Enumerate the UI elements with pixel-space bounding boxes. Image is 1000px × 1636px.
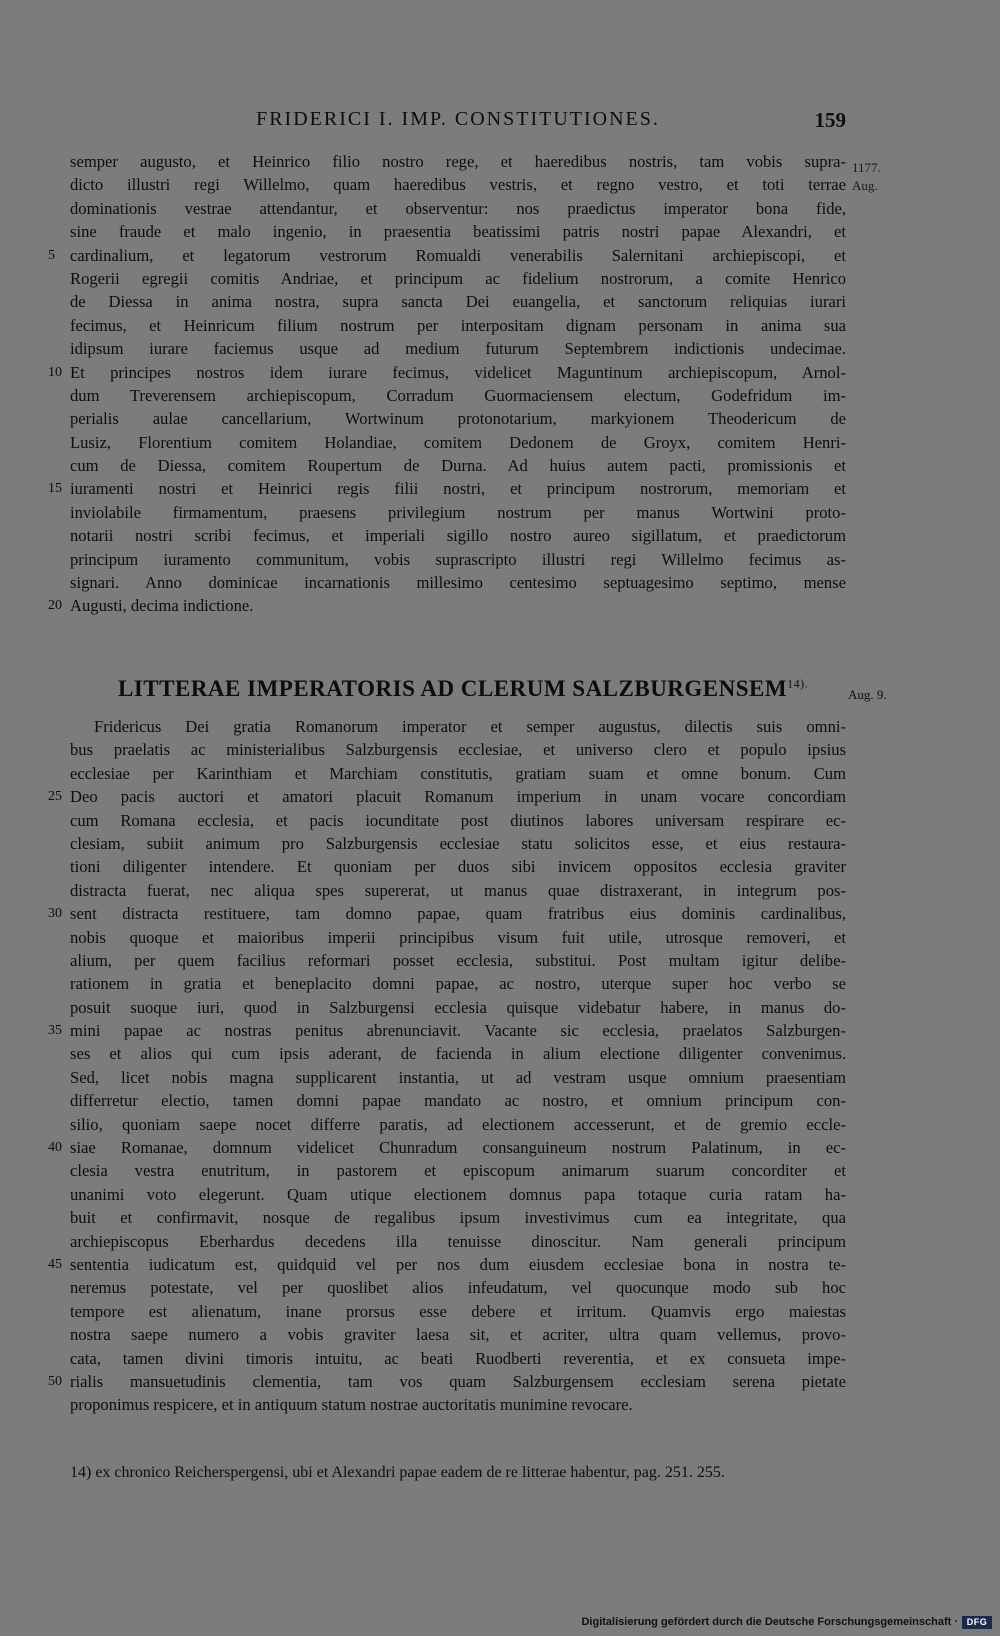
line-text: Sed, licet nobis magna supplicarent instantia, ut ad vestram usque omnium praesentiam <box>70 1067 846 1087</box>
text-line <box>70 762 846 785</box>
text-line <box>70 972 846 995</box>
section-title-text: LITTERAE IMPERATORIS AD CLERUM SALZBURGENSEM <box>118 676 788 701</box>
line-text: cardinalium, et legatorum vestrorum Romualdi venerabilis Salernitani archiepiscopi, et <box>70 245 846 265</box>
line-text: alium, per quem facilius reformari posset ecclesia, substitui. Post multam igitur delibe- <box>70 950 846 970</box>
line-text: dominationis vestrae attendantur, et observentur: nos praedictus imperator bona fide, <box>70 198 846 218</box>
text-line <box>70 384 846 407</box>
footer-credit: Digitalisierung gefördert durch die Deutsche Forschungsgemeinschaft · <box>581 1616 958 1628</box>
line-text: ses et alios qui cum ipsis aderant, de facienda in alium electione diligenter convenimus. <box>70 1044 846 1064</box>
line-text: notarii nostri scribi fecimus, et imperiali sigillo nostro aureo sigillatum, et praedictorum <box>70 526 846 546</box>
line-text: rationem in gratia et beneplacito domni papae, ac nostro, uterque super hoc verbo se <box>70 974 846 994</box>
text-line <box>70 1206 846 1229</box>
line-text: neremus potestate, vel per quoslibet alios infeudatum, vel quocunque modo sub hoc <box>70 1278 846 1298</box>
text-block-2 <box>48 715 846 1417</box>
line-text: siae Romanae, domnum videlicet Chunradum consanguineum nostrum Palatinum, in ec- <box>70 1138 846 1158</box>
footnote: 14) ex chronico Reicherspergensi, ubi et Alexandri papae eadem de re litterae habentur, pag. 251. 255. <box>70 1464 725 1481</box>
line-text: signari. Anno dominicae incarnationis millesimo centesimo septuagesimo septimo, mense <box>70 573 846 593</box>
line-text: nostra saepe numero a vobis graviter laesa sit, et acriter, ultra quam vellemus, provo- <box>70 1325 846 1345</box>
line-text: ecclesiae per Karinthiam et Marchiam constitutis, gratiam suam et omne bonum. Cum <box>70 763 846 783</box>
text-line <box>70 1300 846 1323</box>
text-line <box>70 879 846 902</box>
line-text: cata, tamen divini timoris intuitu, ac beati Ruodberti reverentia, et ex consueta impe- <box>70 1348 846 1368</box>
line-text: dum Treverensem archiepiscopum, Corradum Guormaciensem electum, Godefridum im- <box>70 385 846 405</box>
text-line <box>70 548 846 571</box>
line-text: fecimus, et Heinricum filium nostrum per interpositam dignam personam in anima sua <box>70 315 846 335</box>
text-line <box>70 1066 846 1089</box>
running-title: FRIDERICI I. IMP. CONSTITUTIONES. <box>256 108 660 130</box>
text-line <box>70 832 846 855</box>
text-line <box>70 1183 846 1206</box>
page-footer <box>581 1614 992 1630</box>
margin-year: 1177. <box>852 160 881 175</box>
line-text: Deo pacis auctori et amatori placuit Romanum imperium in unam vocare concordiam <box>70 787 846 807</box>
text-line <box>48 1019 846 1042</box>
page-header <box>70 106 846 142</box>
dfg-logo: DFG <box>962 1616 992 1629</box>
text-line <box>70 220 846 243</box>
line-text: bus praelatis ac ministerialibus Salzburgensis ecclesiae, et universo clero et populo ipsius <box>70 740 846 760</box>
text-line <box>48 1136 846 1159</box>
line-text: silio, quoniam saepe nocet differre paratis, ad electionem accesserunt, et de gremio eccle- <box>70 1114 846 1134</box>
text-line <box>70 571 846 594</box>
text-line <box>70 454 846 477</box>
line-text: distracta fuerat, nec aliqua spes supererat, ut manus quae distraxerant, in integrum pos- <box>70 880 846 900</box>
line-text: clesiam, subiit animum pro Salzburgensis ecclesiae statu solicitos esse, et eius restaura- <box>70 833 846 853</box>
line-text: dicto illustri regi Willelmo, quam haeredibus vestris, et regno vestro, et toti terrae <box>70 175 846 195</box>
text-line <box>70 715 846 738</box>
text-line <box>48 1370 846 1393</box>
line-number: 40 <box>48 1140 62 1156</box>
line-number: 15 <box>48 481 62 497</box>
text-line <box>70 949 846 972</box>
line-number: 50 <box>48 1373 62 1389</box>
line-text: proponimus respicere, et in antiquum statum nostrae auctoritatis munimine revocare. <box>70 1395 633 1415</box>
line-number: 10 <box>48 364 62 380</box>
line-text: perialis aulae cancellarium, Wortwinum protonotarium, markyionem Theodericum de <box>70 409 846 429</box>
text-line <box>70 1276 846 1299</box>
text-line <box>48 902 846 925</box>
line-text: sent distracta restituere, tam domno papae, quam fratribus eius dominis cardinalibus, <box>70 904 846 924</box>
text-line <box>70 1089 846 1112</box>
line-text: Et principes nostros idem iurare fecimus, videlicet Maguntinum archiepiscopum, Arnol- <box>70 362 846 382</box>
text-line <box>70 1230 846 1253</box>
page-number: 159 <box>814 108 846 132</box>
line-number: 5 <box>48 247 55 263</box>
section-title <box>118 676 808 702</box>
text-line <box>48 244 846 267</box>
text-line <box>70 290 846 313</box>
line-number: 45 <box>48 1256 62 1272</box>
line-text: nobis quoque et maioribus imperii principibus visum fuit utile, utrosque removeri, et <box>70 927 846 947</box>
line-text: cum Romana ecclesia, et pacis iocunditate post diutinos labores universam respirare ec- <box>70 810 846 830</box>
text-line <box>70 1042 846 1065</box>
margin-month: Aug. <box>852 178 878 193</box>
line-text: tioni diligenter intendere. Et quoniam per duos sibi invicem oppositos ecclesia graviter <box>70 857 846 877</box>
line-text: mini papae ac nostras penitus abrenunciavit. Vacante sic ecclesia, praelatos Salzburgen- <box>70 1021 846 1041</box>
line-text: Lusiz, Florentium comitem Holandiae, comitem Dedonem de Groyx, comitem Henri- <box>70 432 846 452</box>
line-text: iuramenti nostri et Heinrici regis filii nostri, et principum nostrorum, memoriam et <box>70 479 846 499</box>
text-line <box>48 477 846 500</box>
line-text: inviolabile firmamentum, praesens privilegium nostrum per manus Wortwini proto- <box>70 502 846 522</box>
footnote-ref: 14). <box>787 676 809 691</box>
text-line <box>70 809 846 832</box>
text-block-1 <box>48 150 846 618</box>
text-line <box>48 785 846 808</box>
line-text: de Diessa in anima nostra, supra sancta Dei euangelia, et sanctorum reliquias iurari <box>70 292 846 312</box>
line-number: 35 <box>48 1023 62 1039</box>
line-text: tempore est alienatum, inane prorsus esse debere et irritum. Quamvis ergo maiestas <box>70 1301 846 1321</box>
line-text: posuit suoque iuri, quod in Salzburgensi ecclesia quisque videbatur habere, in manus do- <box>70 997 846 1017</box>
text-line <box>70 197 846 220</box>
text-line <box>70 314 846 337</box>
line-text: Augusti, decima indictione. <box>70 596 254 616</box>
line-number: 30 <box>48 906 62 922</box>
text-line <box>48 1253 846 1276</box>
text-line <box>70 926 846 949</box>
line-text: clesia vestra enutritum, in pastorem et episcopum animarum suarum concorditer et <box>70 1161 846 1181</box>
text-line <box>70 431 846 454</box>
text-line <box>70 1323 846 1346</box>
text-line <box>70 1393 846 1416</box>
line-number: 25 <box>48 789 62 805</box>
line-number: 20 <box>48 598 62 614</box>
text-line <box>48 594 846 617</box>
text-line <box>70 1159 846 1182</box>
text-line <box>70 501 846 524</box>
line-text: idipsum iurare faciemus usque ad medium futurum Septembrem indictionis undecimae. <box>70 339 846 359</box>
line-text: sententia iudicatum est, quidquid vel per nos dum eiusdem ecclesiae bona in nostra te- <box>70 1254 846 1274</box>
line-text: semper augusto, et Heinrico filio nostro rege, et haeredibus nostris, tam vobis supra- <box>70 152 846 171</box>
text-line <box>48 361 846 384</box>
text-line <box>70 996 846 1019</box>
text-line <box>70 407 846 430</box>
line-text: rialis mansuetudinis clementia, tam vos quam Salzburgensem ecclesiam serena pietate <box>70 1371 846 1391</box>
line-text: sine fraude et malo ingenio, in praesentia beatissimi patris nostri papae Alexandri, et <box>70 222 846 242</box>
line-text: unanimi voto elegerunt. Quam utique electionem domnus papa totaque curia ratam ha- <box>70 1184 846 1204</box>
line-text: archiepiscopus Eberhardus decedens illa tenuisse dinoscitur. Nam generali principum <box>70 1231 846 1251</box>
text-line <box>70 337 846 360</box>
text-line <box>70 150 846 173</box>
line-text: differretur electio, tamen domni papae mandato ac nostro, et omnium principum con- <box>70 1091 846 1111</box>
text-line <box>70 524 846 547</box>
line-text: buit et confirmavit, nosque de regalibus ipsum investivimus cum ea integritate, qua <box>70 1208 846 1228</box>
line-text: cum de Diessa, comitem Roupertum de Durna. Ad huius autem pacti, promissionis et <box>70 456 846 476</box>
text-line <box>70 1347 846 1370</box>
line-text: principum iuramento communitum, vobis suprascripto illustri regi Willelmo fecimus as- <box>70 549 846 569</box>
text-line <box>70 1113 846 1136</box>
line-text: Fridericus Dei gratia Romanorum imperator et semper augustus, dilectis suis omni- <box>94 717 846 736</box>
text-line <box>70 738 846 761</box>
line-text: Rogerii egregii comitis Andriae, et principum ac fidelium nostrorum, a comite Henrico <box>70 268 846 288</box>
text-line <box>70 173 846 196</box>
text-line <box>70 855 846 878</box>
text-line <box>70 267 846 290</box>
section-date: Aug. 9. <box>848 687 887 702</box>
